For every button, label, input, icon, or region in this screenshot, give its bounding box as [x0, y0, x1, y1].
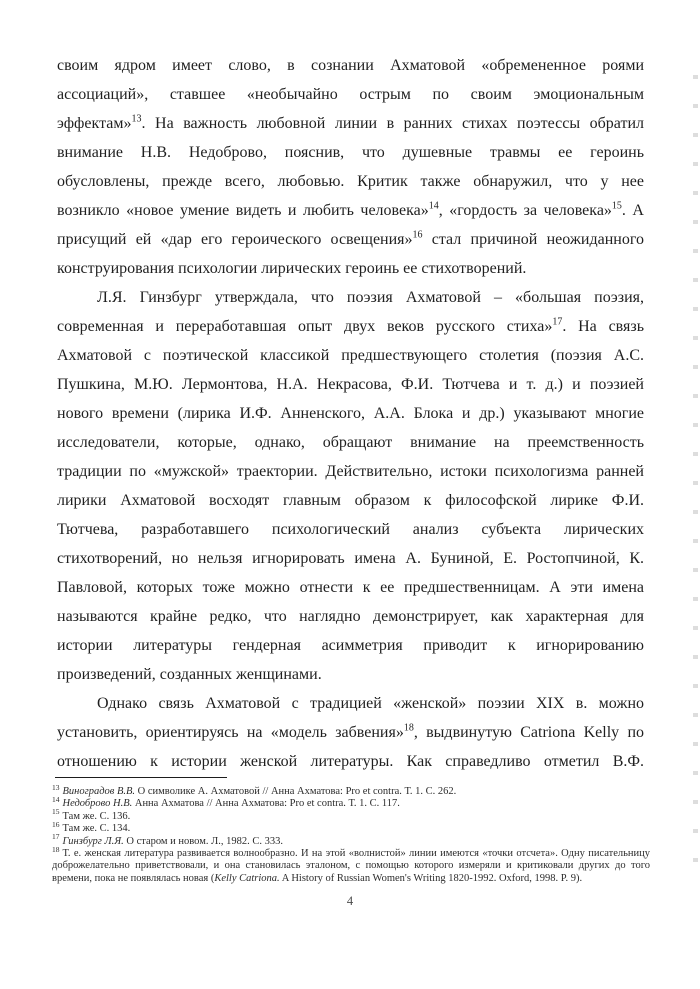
text-line: современная и переработавшая опыт двух веков русского стиха»$^{17}$. На связь — [57, 316, 644, 335]
text-line: возникло «новое умение видеть и любить человека»$^{14}$, «гордость за человека»$^{15}$. А — [57, 200, 644, 219]
text-line: называются крайне редко, что наглядно демонстрирует, как характерная для — [57, 608, 644, 625]
footnote-ref: 13 — [131, 113, 142, 125]
footnote-ref: 14 — [428, 200, 439, 212]
page-number: 4 — [346, 894, 354, 908]
text-line: отношению к истории женской литературы. Как справедливо отметил В.Ф. — [57, 753, 644, 770]
footnote: $^{13}$ Виноградов В.В. О символике А. Ахматовой // Анна Ахматова: Pro et contra. Т. 1. С. 262. — [52, 782, 457, 797]
footnotes — [52, 782, 650, 885]
scan-edge-artifacts — [693, 75, 698, 865]
footnote-ref: 15 — [611, 200, 622, 212]
body-text — [57, 51, 644, 776]
text-line: установить, ориентируясь на «модель забвения»$^{18}$, выдвинутую Catriona Kelly по — [57, 722, 644, 741]
footnote-number: 17 — [52, 832, 60, 842]
footnote: $^{15}$ Там же. С. 136. — [52, 807, 131, 822]
text-line: нового времени (лирика И.Ф. Анненского, А.А. Блока и др.) указывают многие — [57, 405, 644, 422]
footnote-number: 14 — [52, 794, 60, 804]
text-line: Павловой, которых тоже можно отнести к ее предшественницам. А эти имена — [57, 579, 644, 596]
footnote: $^{16}$ Там же. С. 134. — [52, 819, 131, 835]
text-line: внимание Н.В. Недоброво, пояснив, что душевные травмы ее героинь — [57, 144, 644, 161]
text-line: истории литературы гендерная асимметрия приводит к игнорированию — [57, 637, 644, 654]
footnote-number: 13 — [52, 782, 60, 792]
footnote-number: 18 — [52, 844, 60, 854]
footnote-number: 15 — [52, 807, 60, 817]
text-line: Однако связь Ахматовой с традицией «женской» поэзии XIX в. можно — [97, 695, 644, 712]
text-line: Пушкина, М.Ю. Лермонтова, Н.А. Некрасова, Ф.И. Тютчева и т. д.) и поэзией — [57, 376, 644, 393]
text-line: Л.Я. Гинзбург утверждала, что поэзия Ахматовой – «большая поэзия, — [97, 289, 644, 306]
text-line: исследователи, которые, однако, обращают внимание на преемственность — [57, 434, 644, 451]
text-line: обусловлены, прежде всего, любовью. Критик также обнаружил, что у нее — [57, 173, 644, 190]
text-line: стихотворений, но нельзя игнорировать имена А. Буниной, Е. Ростопчиной, К. — [57, 550, 644, 567]
footnote-ref: 17 — [552, 316, 563, 328]
text-line: своим ядром имеет слово, в сознании Ахматовой «обремененное роями — [57, 57, 644, 74]
footnote-ref: 16 — [412, 229, 423, 241]
footnote: $^{14}$ Недоброво Н.В. Анна Ахматова // Анна Ахматова: Pro et contra. Т. 1. С. 117. — [52, 794, 400, 810]
footnote-number: 16 — [52, 819, 60, 829]
text-line: лирики Ахматовой восходят главным образом к философской лирике Ф.И. — [57, 492, 644, 509]
text-line: произведений, созданных женщинами. — [57, 666, 322, 683]
footnote: $^{17}$ Гинзбург Л.Я. О старом и новом. Л., 1982. С. 333. — [52, 832, 283, 847]
text-line: ассоциаций», ставшее «необычайно острым по своим эмоциональным — [57, 86, 644, 103]
footnote: $^{18}$ Т. е. женская литература развивается волнообразно. И на этой «волнистой» линии имеются «точки отсчета». Одну писательницу доброжелательно приветствовали, и она становилась эталоном, с помощью которого измеряли и критиковали других до того времени, пока не появлялась новая (Kelly Catriona. A History of Russian Women's Writing 1820-1992. Oxford, 1998. P. 9). — [52, 844, 650, 884]
text-line: эффектам»$^{13}$. На важность любовной линии в ранних стихах поэтессы обратил — [57, 113, 644, 132]
text-line: присущий ей «дар его героического освещения»$^{16}$ стал причиной неожиданного — [57, 229, 644, 248]
footnote-ref: 18 — [403, 722, 414, 734]
footnote-separator — [55, 777, 227, 778]
text-line: традиции по «мужской» траектории. Действительно, истоки психологизма ранней — [57, 463, 644, 480]
text-line: Ахматовой с поэтической классикой предшествующего столетия (поэзия А.С. — [57, 347, 644, 364]
text-line: конструирования психологии лирических героинь ее стихотворений. — [57, 260, 527, 277]
text-line: Тютчева, разработавшего психологический анализ субъекта лирических — [57, 521, 644, 538]
